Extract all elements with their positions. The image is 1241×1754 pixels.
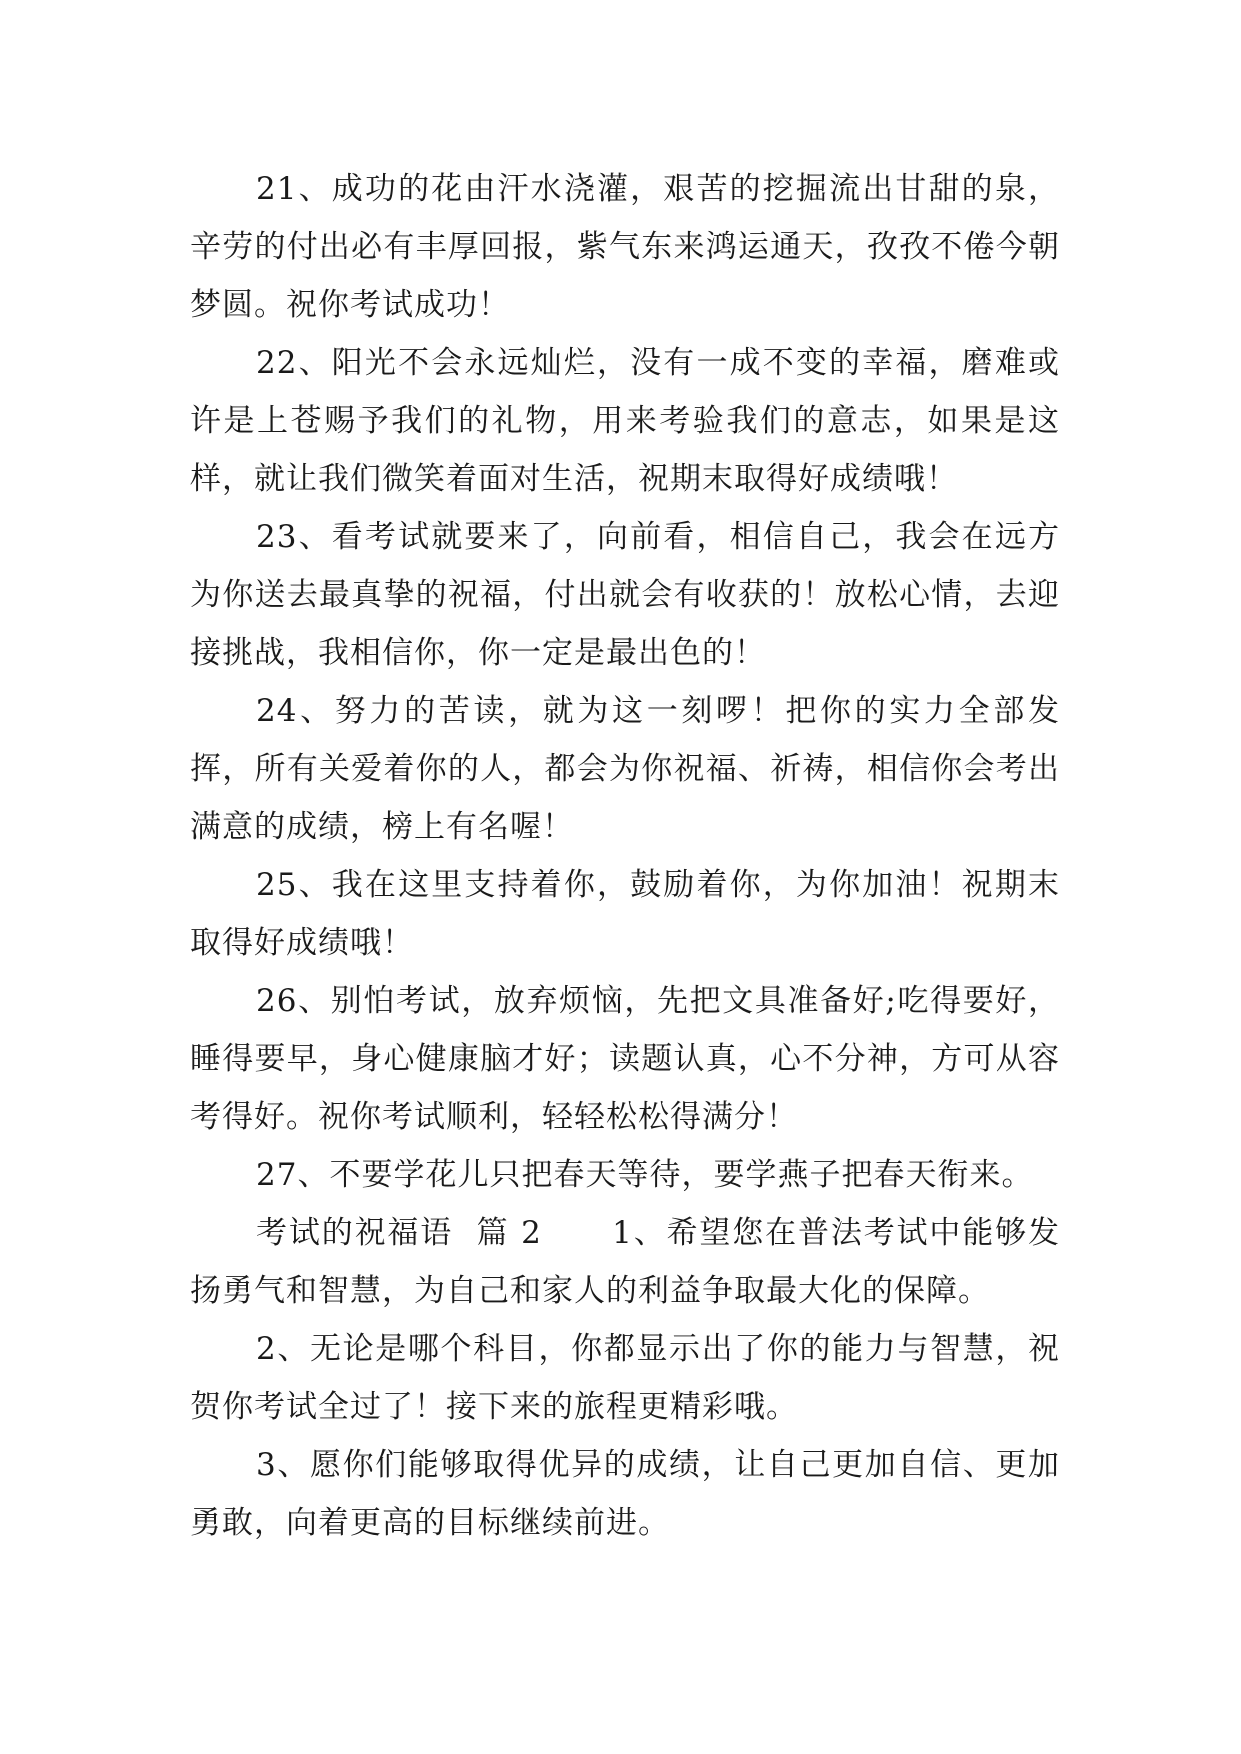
- paragraph-2: 2、无论是哪个科目，你都显示出了你的能力与智慧，祝贺你考试全过了！接下来的旅程更精彩哦。: [190, 1331, 1060, 1425]
- paragraph-22: 22、阳光不会永远灿烂，没有一成不变的幸福，磨难或许是上苍赐予我们的礼物，用来考验我们的意志，如果是这样，就让我们微笑着面对生活，祝期末取得好成绩哦！: [190, 345, 1060, 497]
- section-heading-paragraph-1: 考试的祝福语 篇 2 1、希望您在普法考试中能够发扬勇气和智慧，为自己和家人的利益争取最大化的保障。: [190, 1215, 1060, 1309]
- paragraph-21: 21、成功的花由汗水浇灌，艰苦的挖掘流出甘甜的泉，辛劳的付出必有丰厚回报，紫气东来鸿运通天，孜孜不倦今朝梦圆。祝你考试成功！: [190, 171, 1060, 323]
- paragraph-23: 23、看考试就要来了，向前看，相信自己，我会在远方为你送去最真挚的祝福，付出就会有收获的！放松心情，去迎接挑战，我相信你，你一定是最出色的！: [190, 519, 1060, 671]
- paragraph-3: 3、愿你们能够取得优异的成绩，让自己更加自信、更加勇敢，向着更高的目标继续前进。: [190, 1447, 1060, 1541]
- paragraph-24: 24、努力的苦读，就为这一刻啰！把你的实力全部发挥，所有关爱着你的人，都会为你祝福、祈祷，相信你会考出满意的成绩，榜上有名喔！: [190, 693, 1060, 845]
- paragraph-26: 26、别怕考试，放弃烦恼，先把文具准备好;吃得要好，睡得要早，身心健康脑才好；读题认真，心不分神，方可从容考得好。祝你考试顺利，轻轻松松得满分！: [190, 983, 1060, 1135]
- paragraph-25: 25、我在这里支持着你，鼓励着你，为你加油！祝期末取得好成绩哦！: [190, 867, 1060, 961]
- document-body: [190, 160, 1060, 1552]
- paragraph-27: 27、不要学花儿只把春天等待，要学燕子把春天衔来。: [256, 1157, 1034, 1193]
